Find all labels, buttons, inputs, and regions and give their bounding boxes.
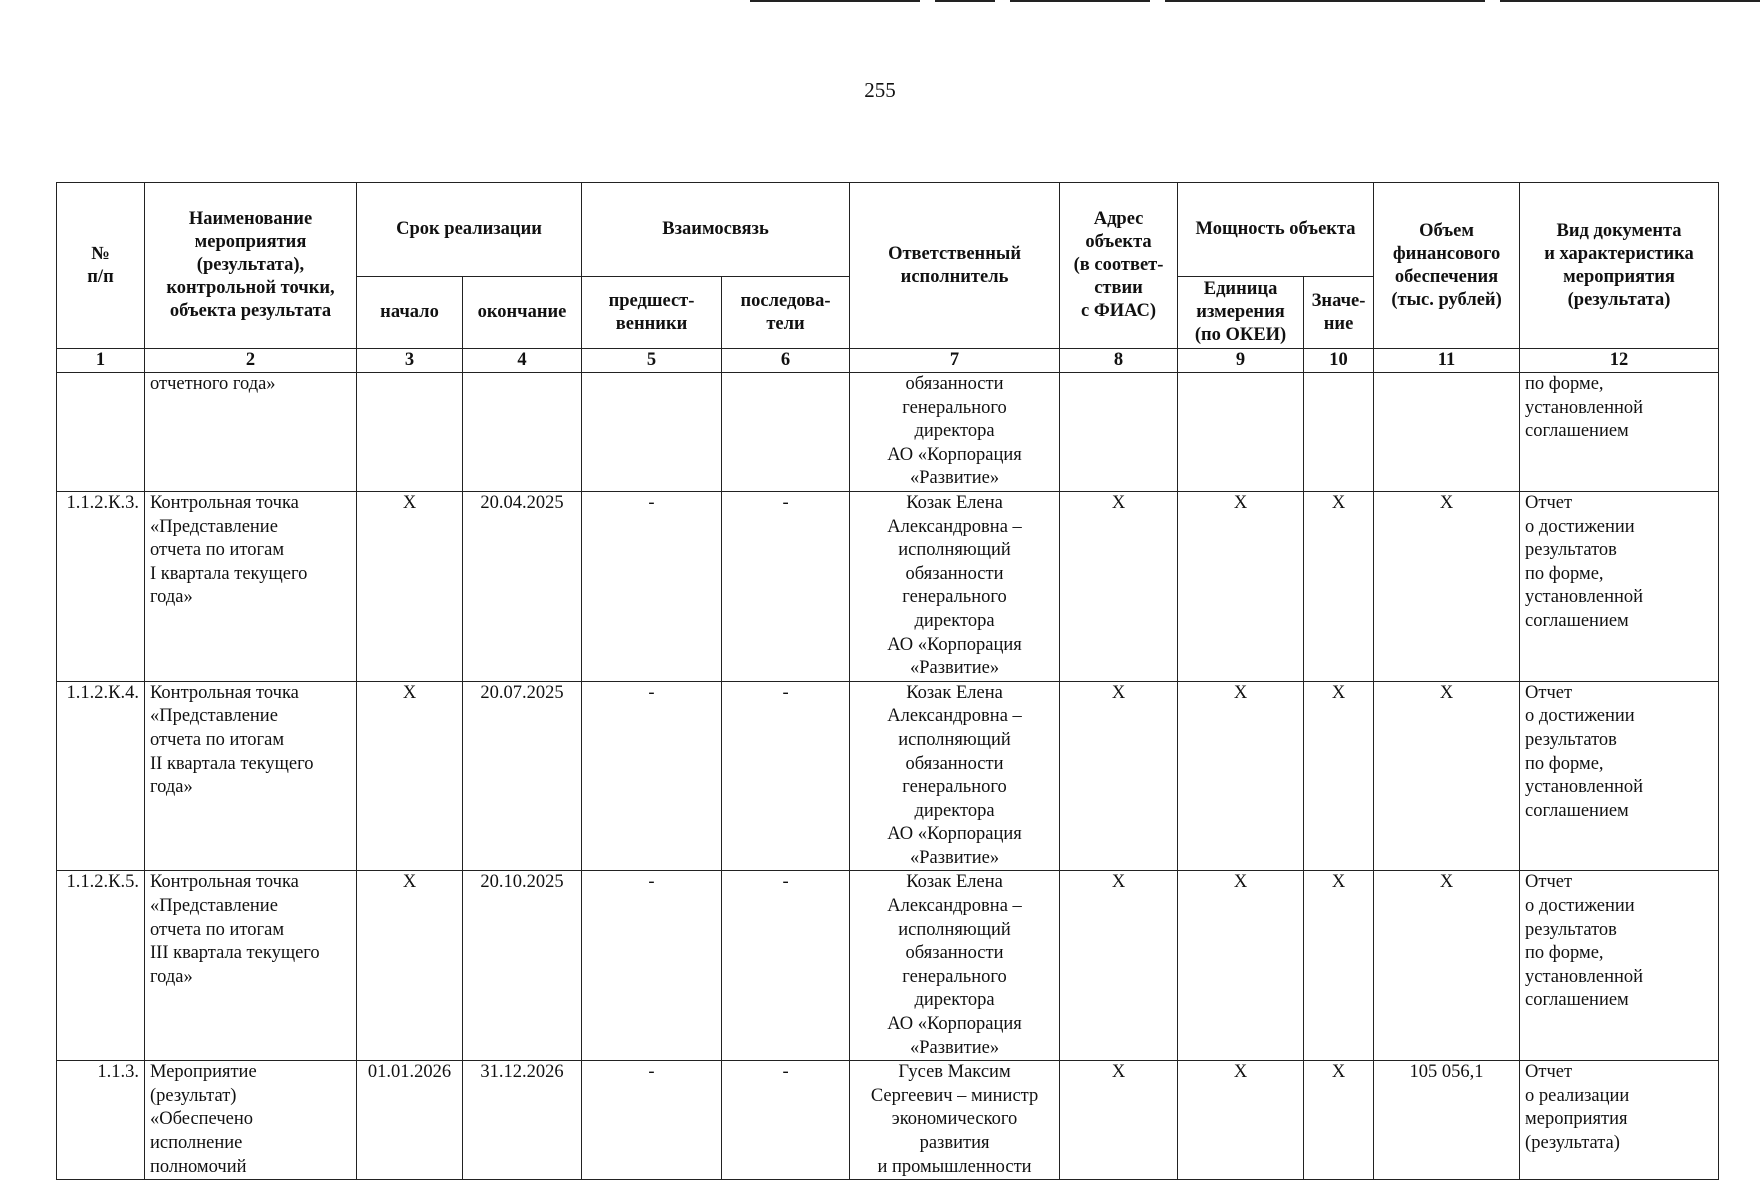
cell-address: Х (1060, 491, 1178, 681)
cell-value: Х (1304, 1061, 1374, 1180)
cell-value: Х (1304, 681, 1374, 871)
cell-num: 1.1.2.К.5. (57, 871, 145, 1061)
cell-document: Отчет о достижении результатов по форме, установленной соглашением (1520, 681, 1719, 871)
header-predecessors: предшест- венники (582, 277, 722, 349)
cell-start: Х (357, 491, 463, 681)
cell-successors (722, 373, 850, 492)
header-end: окончание (463, 277, 582, 349)
cell-finance: Х (1374, 491, 1520, 681)
cell-predecessors: - (582, 491, 722, 681)
table-row (57, 1061, 1719, 1180)
cell-num: 1.1.2.К.3. (57, 491, 145, 681)
cell-value (1304, 373, 1374, 492)
cell-value: Х (1304, 871, 1374, 1061)
cell-document: Отчет о достижении результатов по форме, установленной соглашением (1520, 491, 1719, 681)
col-number: 8 (1060, 349, 1178, 373)
cell-predecessors: - (582, 871, 722, 1061)
cell-finance: Х (1374, 681, 1520, 871)
header-term: Срок реализации (357, 183, 582, 277)
top-scan-line (1010, 0, 1150, 2)
cell-start (357, 373, 463, 492)
header-start: начало (357, 277, 463, 349)
header-link: Взаимосвязь (582, 183, 850, 277)
header-unit: Единица измерения (по ОКЕИ) (1178, 277, 1304, 349)
table-row (57, 681, 1719, 871)
col-number: 2 (145, 349, 357, 373)
col-number: 7 (850, 349, 1060, 373)
top-scan-line (750, 0, 920, 2)
cell-end: 20.04.2025 (463, 491, 582, 681)
table-row (57, 491, 1719, 681)
cell-start: Х (357, 681, 463, 871)
cell-finance: Х (1374, 871, 1520, 1061)
cell-document: по форме, установленной соглашением (1520, 373, 1719, 492)
cell-start: 01.01.2026 (357, 1061, 463, 1180)
header-row-top (57, 183, 1719, 277)
cell-responsible: обязанности генерального директора АО «Корпорация «Развитие» (850, 373, 1060, 492)
col-number: 3 (357, 349, 463, 373)
cell-finance (1374, 373, 1520, 492)
col-number: 1 (57, 349, 145, 373)
cell-successors: - (722, 681, 850, 871)
header-address: Адрес объекта (в соответ- ствии с ФИАС) (1060, 183, 1178, 349)
cell-successors: - (722, 491, 850, 681)
cell-name: Мероприятие (результат) «Обеспечено исполнение полномочий (145, 1061, 357, 1180)
cell-unit: Х (1178, 871, 1304, 1061)
cell-unit: Х (1178, 1061, 1304, 1180)
top-scan-line (1500, 0, 1760, 2)
page-number: 255 (864, 78, 896, 102)
cell-num: 1.1.2.К.4. (57, 681, 145, 871)
header-name: Наименование мероприятия (результата), контрольной точки, объекта результата (145, 183, 357, 349)
header-successors: последова- тели (722, 277, 850, 349)
cell-successors: - (722, 1061, 850, 1180)
header-num: № п/п (57, 183, 145, 349)
cell-name: Контрольная точка «Представление отчета по итогам II квартала текущего года» (145, 681, 357, 871)
plan-table (56, 182, 1719, 1180)
col-number: 9 (1178, 349, 1304, 373)
column-number-row (57, 349, 1719, 373)
cell-document: Отчет о достижении результатов по форме, установленной соглашением (1520, 871, 1719, 1061)
cell-name: Контрольная точка «Представление отчета по итогам III квартала текущего года» (145, 871, 357, 1061)
header-value: Значе- ние (1304, 277, 1374, 349)
cell-responsible: Козак Елена Александровна – исполняющий обязанности генерального директора АО «Корпорация «Развитие» (850, 681, 1060, 871)
cell-name: отчетного года» (145, 373, 357, 492)
cell-predecessors (582, 373, 722, 492)
col-number: 5 (582, 349, 722, 373)
cell-predecessors: - (582, 1061, 722, 1180)
top-scan-line (935, 0, 995, 2)
cell-start: Х (357, 871, 463, 1061)
table-row (57, 373, 1719, 492)
header-finance: Объем финансового обеспечения (тыс. рублей) (1374, 183, 1520, 349)
col-number: 10 (1304, 349, 1374, 373)
cell-name: Контрольная точка «Представление отчета по итогам I квартала текущего года» (145, 491, 357, 681)
col-number: 4 (463, 349, 582, 373)
cell-unit (1178, 373, 1304, 492)
cell-finance: 105 056,1 (1374, 1061, 1520, 1180)
cell-num: 1.1.3. (57, 1061, 145, 1180)
cell-responsible: Козак Елена Александровна – исполняющий обязанности генерального директора АО «Корпорация «Развитие» (850, 871, 1060, 1061)
cell-end: 31.12.2026 (463, 1061, 582, 1180)
col-number: 11 (1374, 349, 1520, 373)
cell-end (463, 373, 582, 492)
header-power: Мощность объекта (1178, 183, 1374, 277)
cell-num (57, 373, 145, 492)
cell-address: Х (1060, 871, 1178, 1061)
col-number: 12 (1520, 349, 1719, 373)
cell-unit: Х (1178, 681, 1304, 871)
cell-end: 20.10.2025 (463, 871, 582, 1061)
cell-address (1060, 373, 1178, 492)
table-row (57, 871, 1719, 1061)
cell-unit: Х (1178, 491, 1304, 681)
cell-value: Х (1304, 491, 1374, 681)
header-document: Вид документа и характеристика мероприятия (результата) (1520, 183, 1719, 349)
cell-responsible: Гусев Максим Сергеевич – министр экономического развития и промышленности (850, 1061, 1060, 1180)
cell-end: 20.07.2025 (463, 681, 582, 871)
cell-successors: - (722, 871, 850, 1061)
cell-address: Х (1060, 681, 1178, 871)
cell-address: Х (1060, 1061, 1178, 1180)
cell-predecessors: - (582, 681, 722, 871)
top-scan-line (1165, 0, 1485, 2)
col-number: 6 (722, 349, 850, 373)
cell-document: Отчет о реализации мероприятия (результата) (1520, 1061, 1719, 1180)
cell-responsible: Козак Елена Александровна – исполняющий обязанности генерального директора АО «Корпорация «Развитие» (850, 491, 1060, 681)
header-responsible: Ответственный исполнитель (850, 183, 1060, 349)
